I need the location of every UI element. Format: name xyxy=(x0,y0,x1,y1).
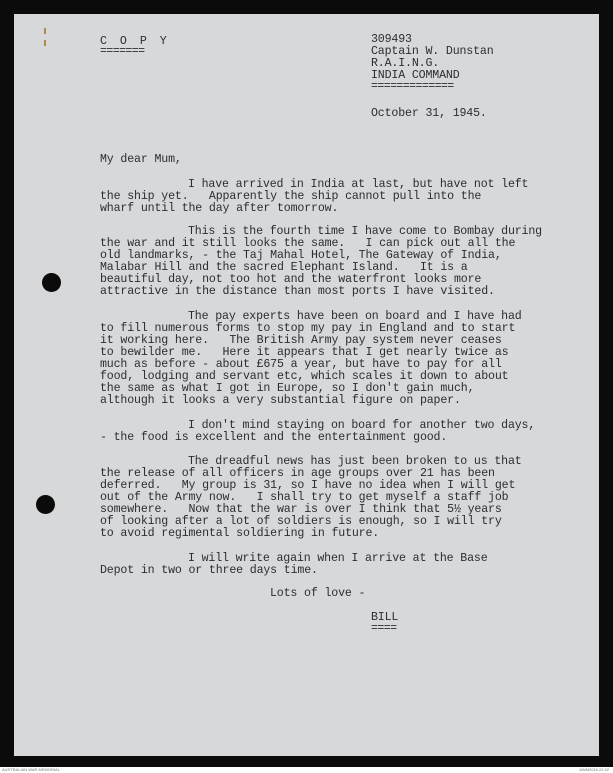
letter-line: deferred. My group is 31, so I have no idea when I will get xyxy=(100,479,516,492)
letter-line: wharf until the day after tomorrow. xyxy=(100,202,339,215)
letter-line: food, lodging and servant etc, which scales it down to about xyxy=(100,370,509,383)
punch-hole xyxy=(36,495,55,514)
letter-line: much as before - about £675 a year, but have to pay for all xyxy=(100,358,502,371)
paper-mark xyxy=(44,28,46,34)
letter-line: to bewilder me. Here it appears that I get nearly twice as xyxy=(100,346,509,359)
address-underline: ============= xyxy=(371,80,454,93)
letter-line: the ship yet. Apparently the ship cannot pull into the xyxy=(100,190,482,203)
letter-page xyxy=(14,14,599,756)
sender-unit: R.A.I.N.G. xyxy=(371,57,440,70)
copy-underline: ======= xyxy=(100,45,145,58)
letter-line: This is the fourth time I have come to Bombay during xyxy=(188,225,542,238)
letter-line: the war and it still looks the same. I can pick out all the xyxy=(100,237,516,250)
letter-line: it working here. The British Army pay system never ceases xyxy=(100,334,502,347)
signature-underline: ==== xyxy=(371,622,397,635)
letter-line: out of the Army now. I shall try to get myself a staff job xyxy=(100,491,509,504)
letter-line: of looking after a lot of soldiers is enough, so I will try xyxy=(100,515,502,528)
signature: BILL xyxy=(371,611,399,624)
letter-line: to avoid regimental soldiering in future. xyxy=(100,527,380,540)
sender-name: Captain W. Dunstan xyxy=(371,45,494,58)
punch-hole xyxy=(42,273,61,292)
letter-line: I don't mind staying on board for another two days, xyxy=(188,419,536,432)
footer-reference: AWM2016.22.92 xyxy=(579,767,609,772)
letter-line: Depot in two or three days time. xyxy=(100,564,318,577)
copy-label: C O P Y xyxy=(100,35,170,48)
letter-line: somewhere. Now that the war is over I think that 5½ years xyxy=(100,503,502,516)
letter-line: - the food is excellent and the entertainment good. xyxy=(100,431,448,444)
paper-mark xyxy=(44,40,46,46)
letter-line: I will write again when I arrive at the Base xyxy=(188,552,488,565)
closing: Lots of love - xyxy=(270,587,366,600)
service-number: 309493 xyxy=(371,33,412,46)
letter-line: I have arrived in India at last, but have not left xyxy=(188,178,529,191)
letter-line: attractive in the distance than most ports I have visited. xyxy=(100,285,495,298)
letter-line: Malabar Hill and the sacred Elephant Island. It is a xyxy=(100,261,468,274)
letter-date: October 31, 1945. xyxy=(371,107,487,120)
footer-credit: AUSTRALIAN WAR MEMORIAL xyxy=(2,767,60,772)
salutation: My dear Mum, xyxy=(100,153,182,166)
letter-line: the same as what I got in Europe, so I don't gain much, xyxy=(100,382,475,395)
letter-line: beautiful day, not too hot and the waterfront looks more xyxy=(100,273,482,286)
letter-line: The pay experts have been on board and I have had xyxy=(188,310,522,323)
letter-line: old landmarks, - the Taj Mahal Hotel, The Gateway of India, xyxy=(100,249,502,262)
letter-line: to fill numerous forms to stop my pay in England and to start xyxy=(100,322,516,335)
letter-line: The dreadful news has just been broken to us that xyxy=(188,455,522,468)
sender-command: INDIA COMMAND xyxy=(371,69,460,82)
letter-line: the release of all officers in age groups over 21 has been xyxy=(100,467,495,480)
letter-line: although it looks a very substantial figure on paper. xyxy=(100,394,461,407)
